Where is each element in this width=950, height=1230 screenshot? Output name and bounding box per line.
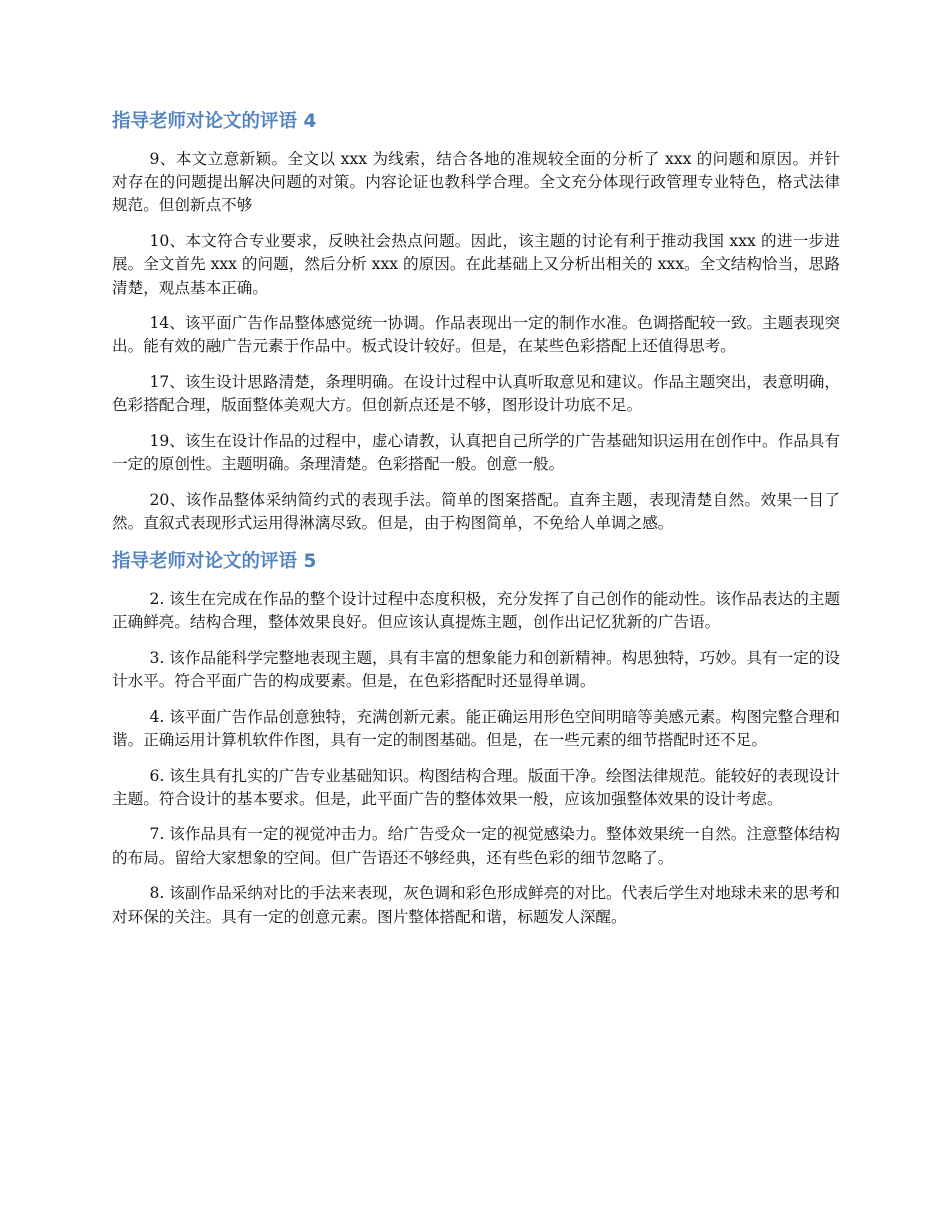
- paragraph: 9、本文立意新颖。全文以 xxx 为线索，结合各地的准规较全面的分析了 xxx 的问题和原因。并针对存在的问题提出解决问题的对策。内容论证也教科学合理。全文充分体现行政管理专业特色，格式法律规范。但创新点不够: [112, 150, 840, 215]
- paragraph: 17、该生设计思路清楚，条理明确。在设计过程中认真听取意见和建议。作品主题突出，表意明确，色彩搭配合理，版面整体美观大方。但创新点还是不够，图形设计功底不足。: [112, 373, 840, 415]
- paragraph: 4. 该平面广告作品创意独特，充满创新元素。能正确运用形色空间明暗等美感元素。构图完整合理和谐。正确运用计算机软件作图，具有一定的制图基础。但是，在一些元素的细节搭配时还不足。: [112, 707, 840, 749]
- section-heading: 指导老师对论文的评语 4: [112, 111, 317, 132]
- paragraph: 6. 该生具有扎实的广告专业基础知识。构图结构合理。版面干净。绘图法律规范。能较好的表现设计主题。符合设计的基本要求。但是，此平面广告的整体效果一般，应该加强整体效果的设计考虑。: [112, 766, 840, 808]
- paragraph: 19、该生在设计作品的过程中，虚心请教，认真把自己所学的广告基础知识运用在创作中。作品具有一定的原创性。主题明确。条理清楚。色彩搭配一般。创意一般。: [112, 432, 840, 474]
- section-comments-4: [112, 108, 840, 535]
- paragraph: 10、本文符合专业要求，反映社会热点问题。因此，该主题的讨论有利于推动我国 xxx 的进一步进展。全文首先 xxx 的问题，然后分析 xxx 的原因。在此基础上又分析出相关的 xxx。全文结构恰当，思路清楚，观点基本正确。: [112, 232, 840, 297]
- paragraph: 7. 该作品具有一定的视觉冲击力。给广告受众一定的视觉感染力。整体效果统一自然。注意整体结构的布局。留给大家想象的空间。但广告语还不够经典，还有些色彩的细节忽略了。: [112, 825, 840, 867]
- document-body: [112, 108, 840, 941]
- paragraph: 14、该平面广告作品整体感觉统一协调。作品表现出一定的制作水准。色调搭配较一致。主题表现突出。能有效的融广告元素于作品中。板式设计较好。但是，在某些色彩搭配上还值得思考。: [112, 314, 840, 356]
- section-comments-5: [112, 548, 840, 929]
- section-heading: 指导老师对论文的评语 5: [112, 550, 317, 572]
- paragraph: 20、该作品整体采纳简约式的表现手法。简单的图案搭配。直奔主题，表现清楚自然。效果一目了然。直叙式表现形式运用得淋漓尽致。但是，由于构图简单，不免给人单调之感。: [112, 490, 840, 533]
- paragraph: 2. 该生在完成在作品的整个设计过程中态度积极，充分发挥了自己创作的能动性。该作品表达的主题正确鲜亮。结构合理，整体效果良好。但应该认真提炼主题，创作出记忆犹新的广告语。: [112, 589, 840, 632]
- paragraph: 3. 该作品能科学完整地表现主题，具有丰富的想象能力和创新精神。构思独特，巧妙。具有一定的设计水平。符合平面广告的构成要素。但是，在色彩搭配时还显得单调。: [112, 648, 840, 690]
- paragraph: 8. 该副作品采纳对比的手法来表现，灰色调和彩色形成鲜亮的对比。代表后学生对地球未来的思考和对环保的关注。具有一定的创意元素。图片整体搭配和谐，标题发人深醒。: [112, 884, 840, 926]
